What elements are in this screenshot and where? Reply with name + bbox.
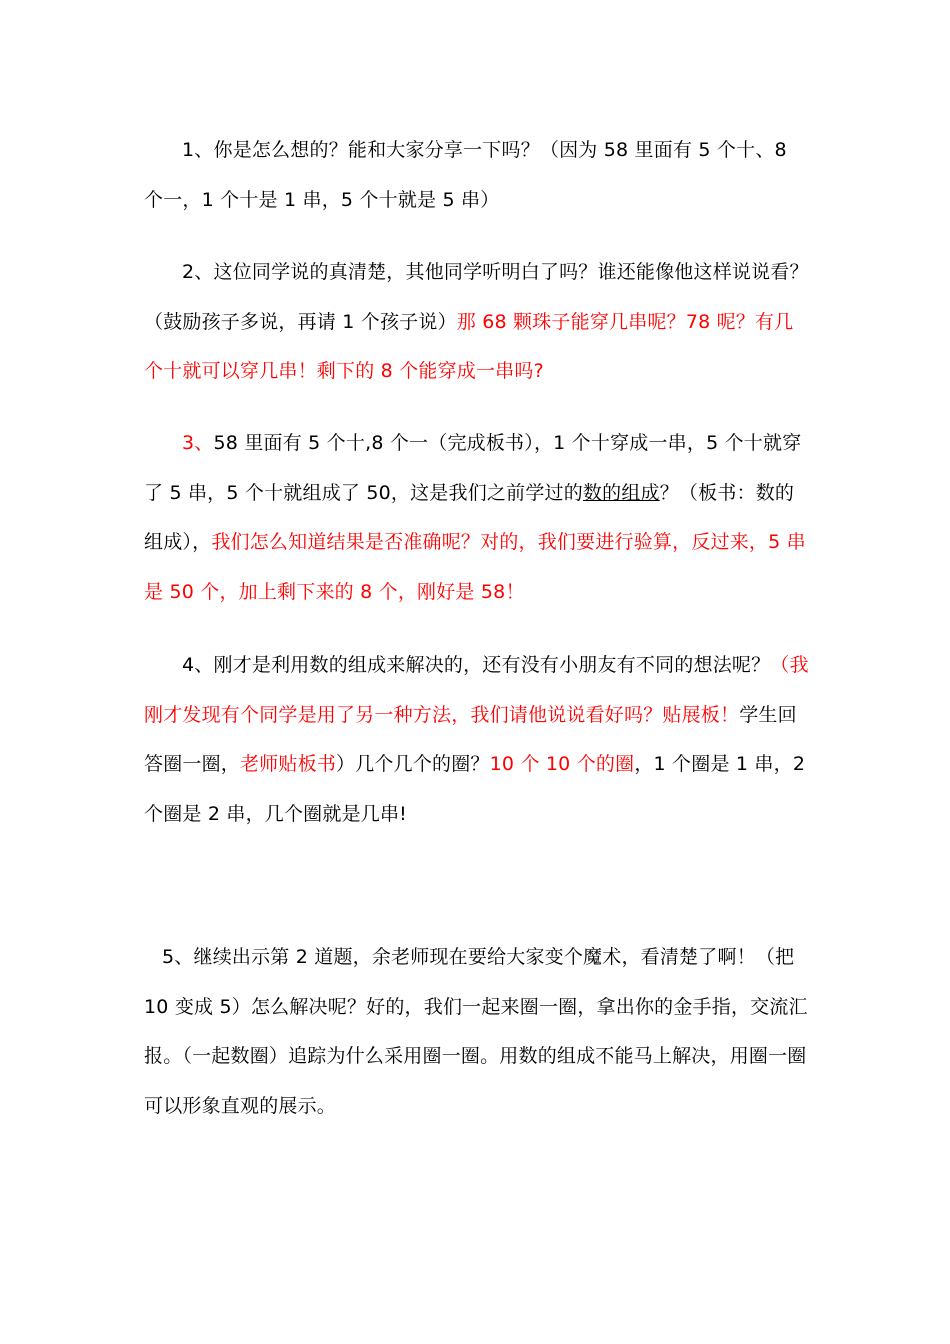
paragraph-2 [144,248,809,397]
paragraph-5-text: 5、继续出示第 2 道题，余老师现在要给大家变个魔术，看清楚了啊！（把 10 变成 5）怎么解决呢？好的，我们一起来圈一圈，拿出你的金手指，交流汇报。（一起数圈）追踪为什么采用圈一圈。用数的组成不能马上解决，用圈一圈可以形象直观的展示。 [144,946,808,1117]
paragraph-4-highlight: （我刚才发现有个同学是用了另一种方法，我们请他说说看好吗？贴展板！ [144,654,809,726]
paragraph-3-number: 3、 [182,432,214,454]
paragraph-2-text: 2、这位同学说的真清楚，其他同学听明白了吗？谁还能像他这样说说看？（鼓励孩子多说，再请 1 个孩子说） [144,261,809,333]
paragraph-4-text-b: 学生回答圈一圈， [144,703,797,775]
paragraph-2-highlight: 那 68 颗珠子能穿几串呢？78 呢？有几个十就可以穿几串！剩下的 8 个能穿成一串吗? [144,310,794,382]
paragraph-3-highlight: 我们怎么知道结果是否准确呢？对的，我们要进行验算，反过来，5 串是 50 个，加上剩下来的 8 个，刚好是 58！ [144,531,806,603]
paragraph-4-highlight-c: 10 个 10 个的圈 [489,753,635,775]
paragraph-5 [144,933,809,1131]
paragraph-1 [144,126,809,225]
paragraph-4-text-d: ，1 个圈是 1 串，2 个圈是 2 串，几个圈就是几串! [144,753,806,825]
paragraph-4 [144,641,809,839]
paragraph-3-underlined-term: 数的组成 [582,481,660,504]
paragraph-4-highlight-b: 老师贴板书 [240,753,337,775]
paragraph-3-text-b: ？（板书：数的组成）， [144,481,795,553]
paragraph-3-text: 58 里面有 5 个十,8 个一（完成板书），1 个十穿成一串，5 个十就穿了 5 串，5 个十就组成了 50，这是我们之前学过的 [144,432,802,504]
paragraph-4-text: 4、刚才是利用数的组成来解决的，还有没有小朋友有不同的想法呢？ [182,654,771,676]
paragraph-3 [144,419,809,617]
paragraph-1-text: 1、你是怎么想的？能和大家分享一下吗？（因为 58 里面有 5 个十、8 个一，1 个十是 1 串，5 个十就是 5 串） [144,139,787,211]
paragraph-4-text-c: ）几个几个的圈？ [336,753,490,775]
